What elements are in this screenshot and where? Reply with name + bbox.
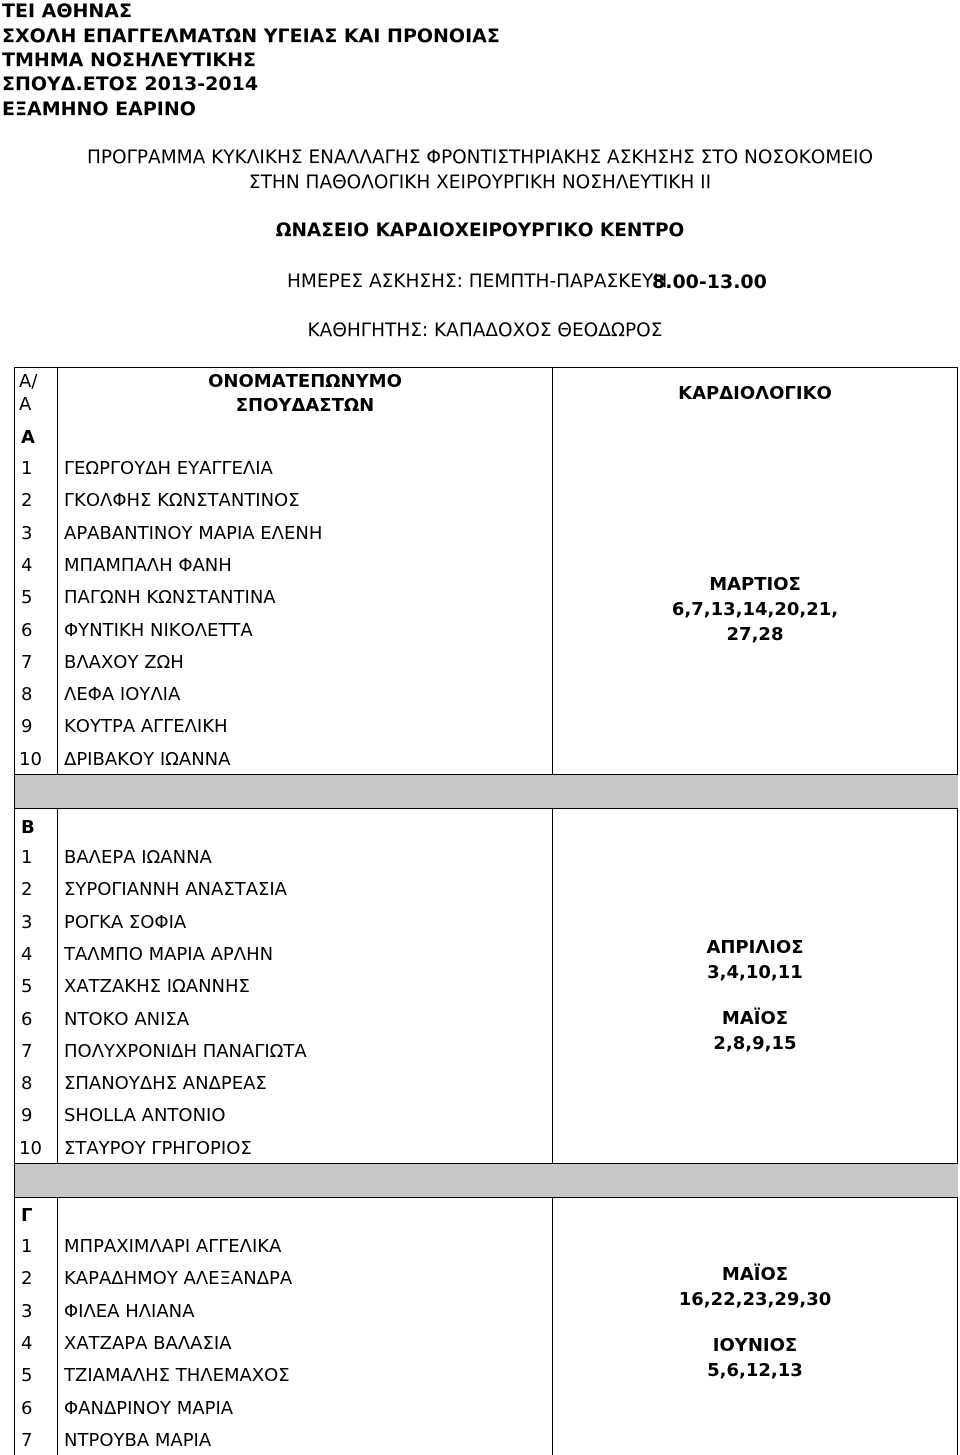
student-name: ΣΤΑΥΡΟΥ ΓΡΗΓΟΡΙΟΣ <box>64 1137 252 1159</box>
group-label: Β <box>21 817 35 838</box>
student-name: ΦΙΛΕΑ ΗΛΙΑΝΑ <box>64 1300 195 1322</box>
col-dept-header: ΚΑΡΔΙΟΛΟΓΙΚΟ <box>678 383 832 404</box>
student-name: ΧΑΤΖΑΡΑ ΒΑΛΑΣΙΑ <box>64 1332 232 1354</box>
program-title-line1: ΠΡΟΓΡΑΜΜΑ ΚΥΚΛΙΚΗΣ ΕΝΑΛΛΑΓΗΣ ΦΡΟΝΤΙΣΤΗΡΙΑΚΗΣ ΑΣΚΗΣΗΣ ΣΤΟ ΝΟΣΟΚΟΜΕΙΟ <box>86 147 874 168</box>
student-name: ΓΚΟΛΦΗΣ ΚΩΝΣΤΑΝΤΙΝΟΣ <box>64 490 300 512</box>
student-number: 2 <box>21 879 33 901</box>
student-number: 6 <box>21 1008 33 1030</box>
rotation-schedule <box>552 572 958 647</box>
schedule-month: ΜΑΪΟΣ <box>721 1008 789 1029</box>
schedule-table <box>14 367 958 1455</box>
practice-hours: 8.00-13.00 <box>652 271 767 293</box>
schedule-days: 3,4,10,11 <box>707 962 803 983</box>
rotation-schedule <box>552 935 958 985</box>
student-number: 7 <box>21 1040 33 1062</box>
schedule-month: ΜΑΪΟΣ <box>721 1264 789 1285</box>
student-name: ΝΤΟΚΟ ΑΝΙΣΑ <box>64 1008 190 1030</box>
student-number: 10 <box>19 748 42 770</box>
student-name: ΤΖΙΑΜΑΛΗΣ ΤΗΛΕΜΑΧΟΣ <box>64 1365 290 1387</box>
schedule-days: 5,6,12,13 <box>707 1360 803 1381</box>
student-number: 4 <box>21 1332 33 1354</box>
student-number: 8 <box>21 684 33 706</box>
semester: ΕΞΑΜΗΝΟ ΕΑΡΙΝΟ <box>2 98 196 120</box>
group-label: Α <box>21 427 35 448</box>
rotation-schedule <box>552 1333 958 1383</box>
professor-name: ΚΑΘΗΓΗΤΗΣ: ΚΑΠΑΔΟΧΟΣ ΘΕΟΔΩΡΟΣ <box>307 320 663 341</box>
student-name: ΧΑΤΖΑΚΗΣ ΙΩΑΝΝΗΣ <box>64 976 250 998</box>
schedule-days-cont: 27,28 <box>726 624 784 645</box>
department-name: ΤΜΗΜΑ ΝΟΣΗΛΕΥΤΙΚΗΣ <box>2 49 257 71</box>
student-name: ΜΠΡΑΧΙΜΛΑΡΙ ΑΓΓΕΛΙΚΑ <box>64 1236 282 1257</box>
student-name: SHOLLA ANTONIO <box>64 1105 226 1127</box>
student-number: 1 <box>21 847 33 868</box>
student-name: ΚΑΡΑΔΗΜΟΥ ΑΛΕΞΑΝΔΡΑ <box>64 1268 293 1290</box>
practice-days: ΗΜΕΡΕΣ ΑΣΚΗΣΗΣ: ΠΕΜΠΤΗ-ΠΑΡΑΣΚΕΥΗ <box>287 271 668 292</box>
student-name: ΣΠΑΝΟΥΔΗΣ ΑΝΔΡΕΑΣ <box>64 1073 267 1095</box>
school-name: ΣΧΟΛΗ ΕΠΑΓΓΕΛΜΑΤΩΝ ΥΓΕΙΑΣ ΚΑΙ ΠΡΟΝΟΙΑΣ <box>2 25 500 47</box>
rotation-schedule <box>552 1006 958 1056</box>
student-number: 10 <box>19 1137 42 1159</box>
group-label: Γ <box>21 1205 33 1226</box>
student-name: ΡΟΓΚΑ ΣΟΦΙΑ <box>64 911 187 933</box>
student-number: 5 <box>21 587 33 609</box>
student-name: ΒΛΑΧΟΥ ΖΩΗ <box>64 651 184 673</box>
student-name: ΑΡΑΒΑΝΤΙΝΟΥ ΜΑΡΙΑ ΕΛΕΝΗ <box>64 522 323 544</box>
schedule-month: ΑΠΡΙΛΙΟΣ <box>706 937 804 958</box>
student-name: ΣΥΡΟΓΙΑΝΝΗ ΑΝΑΣΤΑΣΙΑ <box>64 879 287 901</box>
schedule-days: 6,7,13,14,20,21, <box>671 599 839 620</box>
student-number: 3 <box>21 1300 33 1322</box>
student-number: 1 <box>21 458 33 479</box>
group-separator-2 <box>15 1163 958 1197</box>
schedule-days: 2,8,9,15 <box>713 1033 797 1054</box>
student-name: ΠΟΛΥΧΡΟΝΙΔΗ ΠΑΝΑΓΙΩΤΑ <box>64 1040 307 1062</box>
student-number: 3 <box>21 911 33 933</box>
student-name: ΔΡΙΒΑΚΟΥ ΙΩΑΝΝΑ <box>64 748 231 770</box>
col-aa-header: Α/ Α <box>19 371 38 415</box>
student-number: 4 <box>21 554 33 576</box>
group-separator-1 <box>15 774 958 808</box>
student-name: ΝΤΡΟΥΒΑ ΜΑΡΙΑ <box>64 1429 212 1451</box>
student-number: 5 <box>21 1365 33 1387</box>
schedule-days: 16,22,23,29,30 <box>678 1289 832 1310</box>
program-title-line2: ΣΤΗΝ ΠΑΘΟΛΟΓΙΚΗ ΧΕΙΡΟΥΡΓΙΚΗ ΝΟΣΗΛΕΥΤΙΚΗ ΙΙ <box>248 172 712 193</box>
schedule-month: ΙΟΥΝΙΟΣ <box>712 1335 798 1356</box>
schedule-month: ΜΑΡΤΙΟΣ <box>709 574 801 595</box>
student-number: 3 <box>21 522 33 544</box>
student-number: 9 <box>21 1105 33 1127</box>
student-name: ΠΑΓΩΝΗ ΚΩΝΣΤΑΝΤΙΝΑ <box>64 587 276 609</box>
student-number: 6 <box>21 1397 33 1419</box>
student-number: 2 <box>21 1268 33 1290</box>
student-number: 5 <box>21 976 33 998</box>
academic-year: ΣΠΟΥΔ.ΕΤΟΣ 2013-2014 <box>2 73 259 95</box>
student-number: 4 <box>21 943 33 965</box>
rotation-schedule <box>552 1262 958 1312</box>
student-name: ΤΑΛΜΠΟ ΜΑΡΙΑ ΑΡΛΗΝ <box>64 943 274 965</box>
student-name: ΚΟΥΤΡΑ ΑΓΓΕΛΙΚΗ <box>64 716 228 738</box>
hospital-name: ΩΝΑΣΕΙΟ ΚΑΡΔΙΟΧΕΙΡΟΥΡΓΙΚΟ ΚΕΝΤΡΟ <box>275 220 685 241</box>
student-number: 2 <box>21 490 33 512</box>
student-name: ΓΕΩΡΓΟΥΔΗ ΕΥΑΓΓΕΛΙΑ <box>64 458 273 479</box>
student-number: 8 <box>21 1073 33 1095</box>
student-number: 9 <box>21 716 33 738</box>
student-name: ΦΑΝΔΡΙΝΟΥ ΜΑΡΙΑ <box>64 1397 234 1419</box>
student-name: ΦΥΝΤΙΚΗ ΝΙΚΟΛΕΤΤΑ <box>64 619 253 641</box>
student-name: ΜΠΑΜΠΑΛΗ ΦΑΝΗ <box>64 554 232 576</box>
student-name: ΒΑΛΕΡΑ ΙΩΑΝΝΑ <box>64 847 212 868</box>
student-name: ΛΕΦΑ ΙΟΥΛΙΑ <box>64 684 181 706</box>
student-number: 7 <box>21 651 33 673</box>
student-number: 1 <box>21 1236 33 1257</box>
col-name-header: ΟΝΟΜΑΤΕΠΩΝΥΜΟ ΣΠΟΥΔΑΣΤΩΝ <box>208 371 402 416</box>
student-number: 6 <box>21 619 33 641</box>
institution-name: ΤΕΙ ΑΘΗΝΑΣ <box>2 0 132 22</box>
student-number: 7 <box>21 1429 33 1451</box>
